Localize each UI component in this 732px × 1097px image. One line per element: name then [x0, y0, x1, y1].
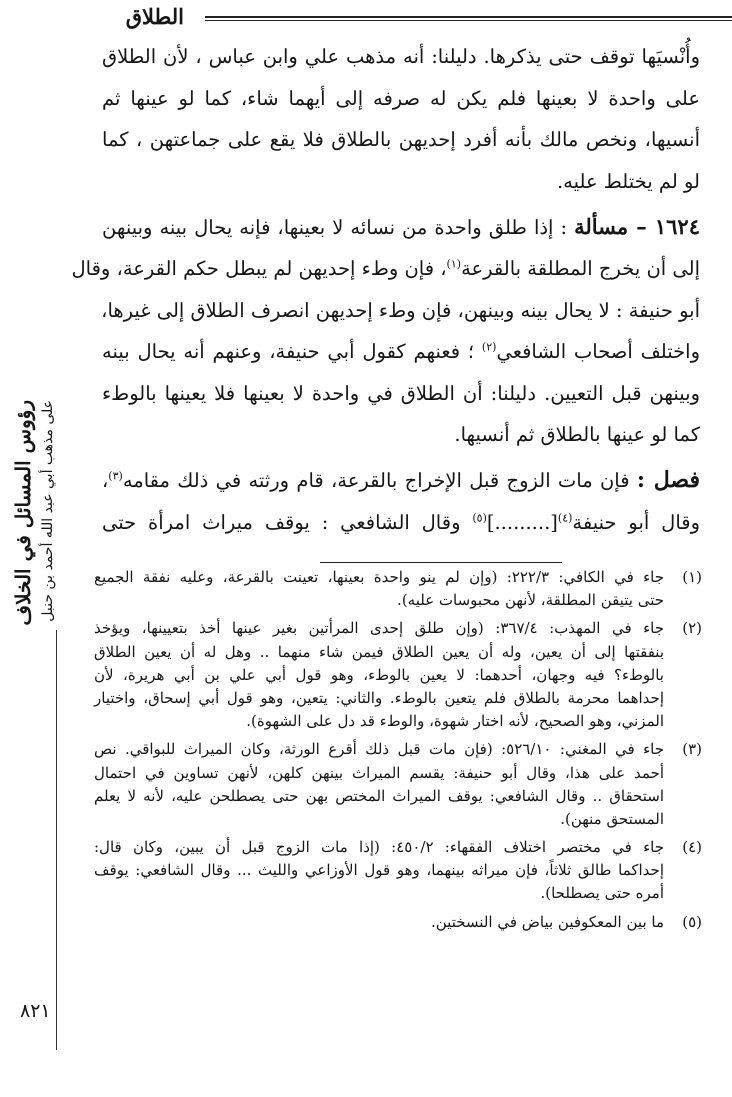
text-segment: : إذا طلق واحدة من نسائه لا بعينها، فإنه يحال بينه وبينهن	[102, 216, 568, 240]
text-line: أنسيها، ونخص مالك بأنه أفرد إحديهن بالطلاق فلا يقع على جماعتهن ، كما	[102, 128, 700, 152]
text-segment: ، فإن وطء إحديهن لم يبطل حكم القرعة، وقال	[71, 256, 447, 280]
footnote-3	[94, 738, 702, 761]
sidebar-subtitle: على مذهب أبي عبد الله أحمد بن حنبل	[40, 400, 56, 622]
footnote-text: جاء في مختصر اختلاف الفقهاء: ٤٥٠/٢: (إذا مات الزوج قبل أن يبين، وكان قال:	[94, 838, 664, 857]
footnote-ref-2[interactable]: (٢)	[481, 340, 497, 354]
text-line	[102, 502, 700, 544]
text-line	[71, 248, 700, 290]
footnote-text: بالوطء؟ فيه وجهان، أحدهما: لا يعين بالوطء، وهو قول أبي علي بن أبي هريرة، لأن	[94, 665, 664, 684]
fasl-line	[102, 460, 700, 502]
masala-line: ١٦٢٤ – مسألة : إذا طلق واحدة من نسائه لا بعينها، فإنه يحال بينه وبينهن	[102, 214, 700, 240]
footnote-text: أحمد على هذا، وقال أبو حنيفة: يقسم الميراث بينهن كلهن، لأنهن تساوين في احتمال	[94, 763, 664, 782]
text-line: وبينهن قبل التعيين. دليلنا: أن الطلاق في واحدة لا بعينها فلا يعينها بالوطء	[102, 381, 700, 405]
footnote-text: جاء في المهذب: ٣٦٧/٤: (وإن طلق إحدى المرأتين بغير عينها أخذ بتعيينها، ويؤخذ	[94, 619, 665, 638]
main-text	[71, 36, 701, 543]
footnote-text: جاء في الكافي: ٢٢٢/٣: (وإن لم ينو واحدة بعينها، تعينت بالقرعة، وعليه نفقة الجميع	[94, 568, 664, 586]
text-line: أبو حنيفة : لا يحال بينه وبينهن، فإن وطء إحديهن انصرف الطلاق إلى غيرها،	[101, 298, 700, 322]
footnote-text: إحداهما محرمة بالطلاق فلم يتعين بالوطء. والثاني: يتعين، وهو قول أبي إسحاق، واختيار	[94, 688, 664, 707]
footnote-number: (٣)	[682, 740, 702, 759]
footnote-number: (٤)	[682, 838, 702, 857]
sidebar-rule	[56, 630, 57, 1050]
text-line: وأُنْسيَها توقف حتى يذكرها. دليلنا: أنه مذهب علي وابن عباس ، لأن الطلاق	[102, 45, 700, 68]
footnote-text: إحداكما طالق ثلاثاً، فإن ميراثه بينهما، وهو قول الأوزاعي والليث ... وقال الشافعي: يوقف	[94, 861, 664, 880]
footnote-2	[94, 617, 702, 640]
page-number: ٨٢١	[20, 1000, 51, 1022]
fasl-label: فصل :	[636, 466, 700, 493]
footnote-text: المزني، وهو الصحيح، لأنه اختار شهوة، والوطء قد دل على الشهوة).	[246, 712, 664, 731]
sidebar-book-title	[8, 400, 64, 1050]
footnote-text: حتى يتيقن المطلقة، لأنهن محبوسات عليه).	[397, 591, 664, 610]
text-line: كما لو عينها بالطلاق ثم أنسيها.	[454, 423, 700, 447]
text-segment: فإن مات الزوج قبل الإخراج بالقرعة، قام ورثته في ذلك مقامه	[122, 468, 630, 492]
text-segment: وقال أبو حنيفة	[572, 510, 701, 534]
footnote-4	[94, 836, 702, 859]
footnote-ref-3[interactable]: (٣)	[108, 469, 123, 483]
footnote-number: (٢)	[682, 619, 703, 638]
footnote-text: أمره حتى يصطلحا).	[540, 884, 664, 903]
text-line: لو لم يختلط عليه.	[556, 169, 700, 193]
footnote-ref-4[interactable]: (٤)	[557, 511, 573, 525]
footnote-text: بنفقتها إلى أن يعين، وله أن يعين الطلاق فيمن شاء منهما .. وهل له أن يعين الطلاق	[94, 642, 664, 661]
masala-label: مسألة	[574, 214, 629, 240]
footnote-text: المستحق منهن).	[560, 809, 664, 828]
sidebar-title: رؤوس المسائل في الخلاف	[11, 400, 35, 626]
masala-number: ١٦٢٤	[654, 214, 700, 240]
text-segment: واختلف أصحاب الشافعي	[496, 340, 700, 364]
footnotes	[94, 566, 702, 934]
footnote-number: (٥)	[682, 912, 702, 931]
footnote-1	[94, 566, 702, 589]
footnote-text: استحقاق .. وقال الشافعي: يوقف الميراث المختص بهن حتى يصطلحن عليه، لأنه لا يعلم	[94, 786, 664, 805]
text-line: على واحدة لا بعينها فلم يكن له صرفه إلى أيهما شاء، كما لو عينها ثم	[102, 86, 700, 110]
footnote-number: (١)	[682, 568, 702, 586]
header-title: الطلاق	[125, 4, 184, 29]
footnote-text: جاء في المغني: ٥٢٦/١٠: (فإن مات قبل ذلك أقرع الورثة، وكان الميراث للبواقي. نص	[94, 740, 664, 759]
footnote-5	[94, 911, 702, 934]
text-segment: إلى أن يخرج المطلقة بالقرعة	[461, 256, 700, 280]
header-rule-thin	[205, 20, 732, 21]
header-rule	[205, 16, 732, 18]
footnote-text: ما بين المعكوفين بياض في النسختين.	[430, 912, 664, 931]
footnote-ref-5[interactable]: (٥)	[472, 511, 487, 525]
text-segment: ،	[102, 468, 109, 492]
text-segment: وقال الشافعي : يوقف ميراث امرأة حتى	[102, 510, 461, 534]
text-segment: ؛ فعنهم كقول أبي حنيفة، وعنهم أنه يحال بينه	[102, 340, 475, 364]
footnote-ref-1[interactable]: (١)	[446, 257, 462, 271]
text-line	[102, 331, 700, 373]
footnote-divider	[320, 562, 562, 563]
lacuna: [.........]	[486, 510, 558, 534]
